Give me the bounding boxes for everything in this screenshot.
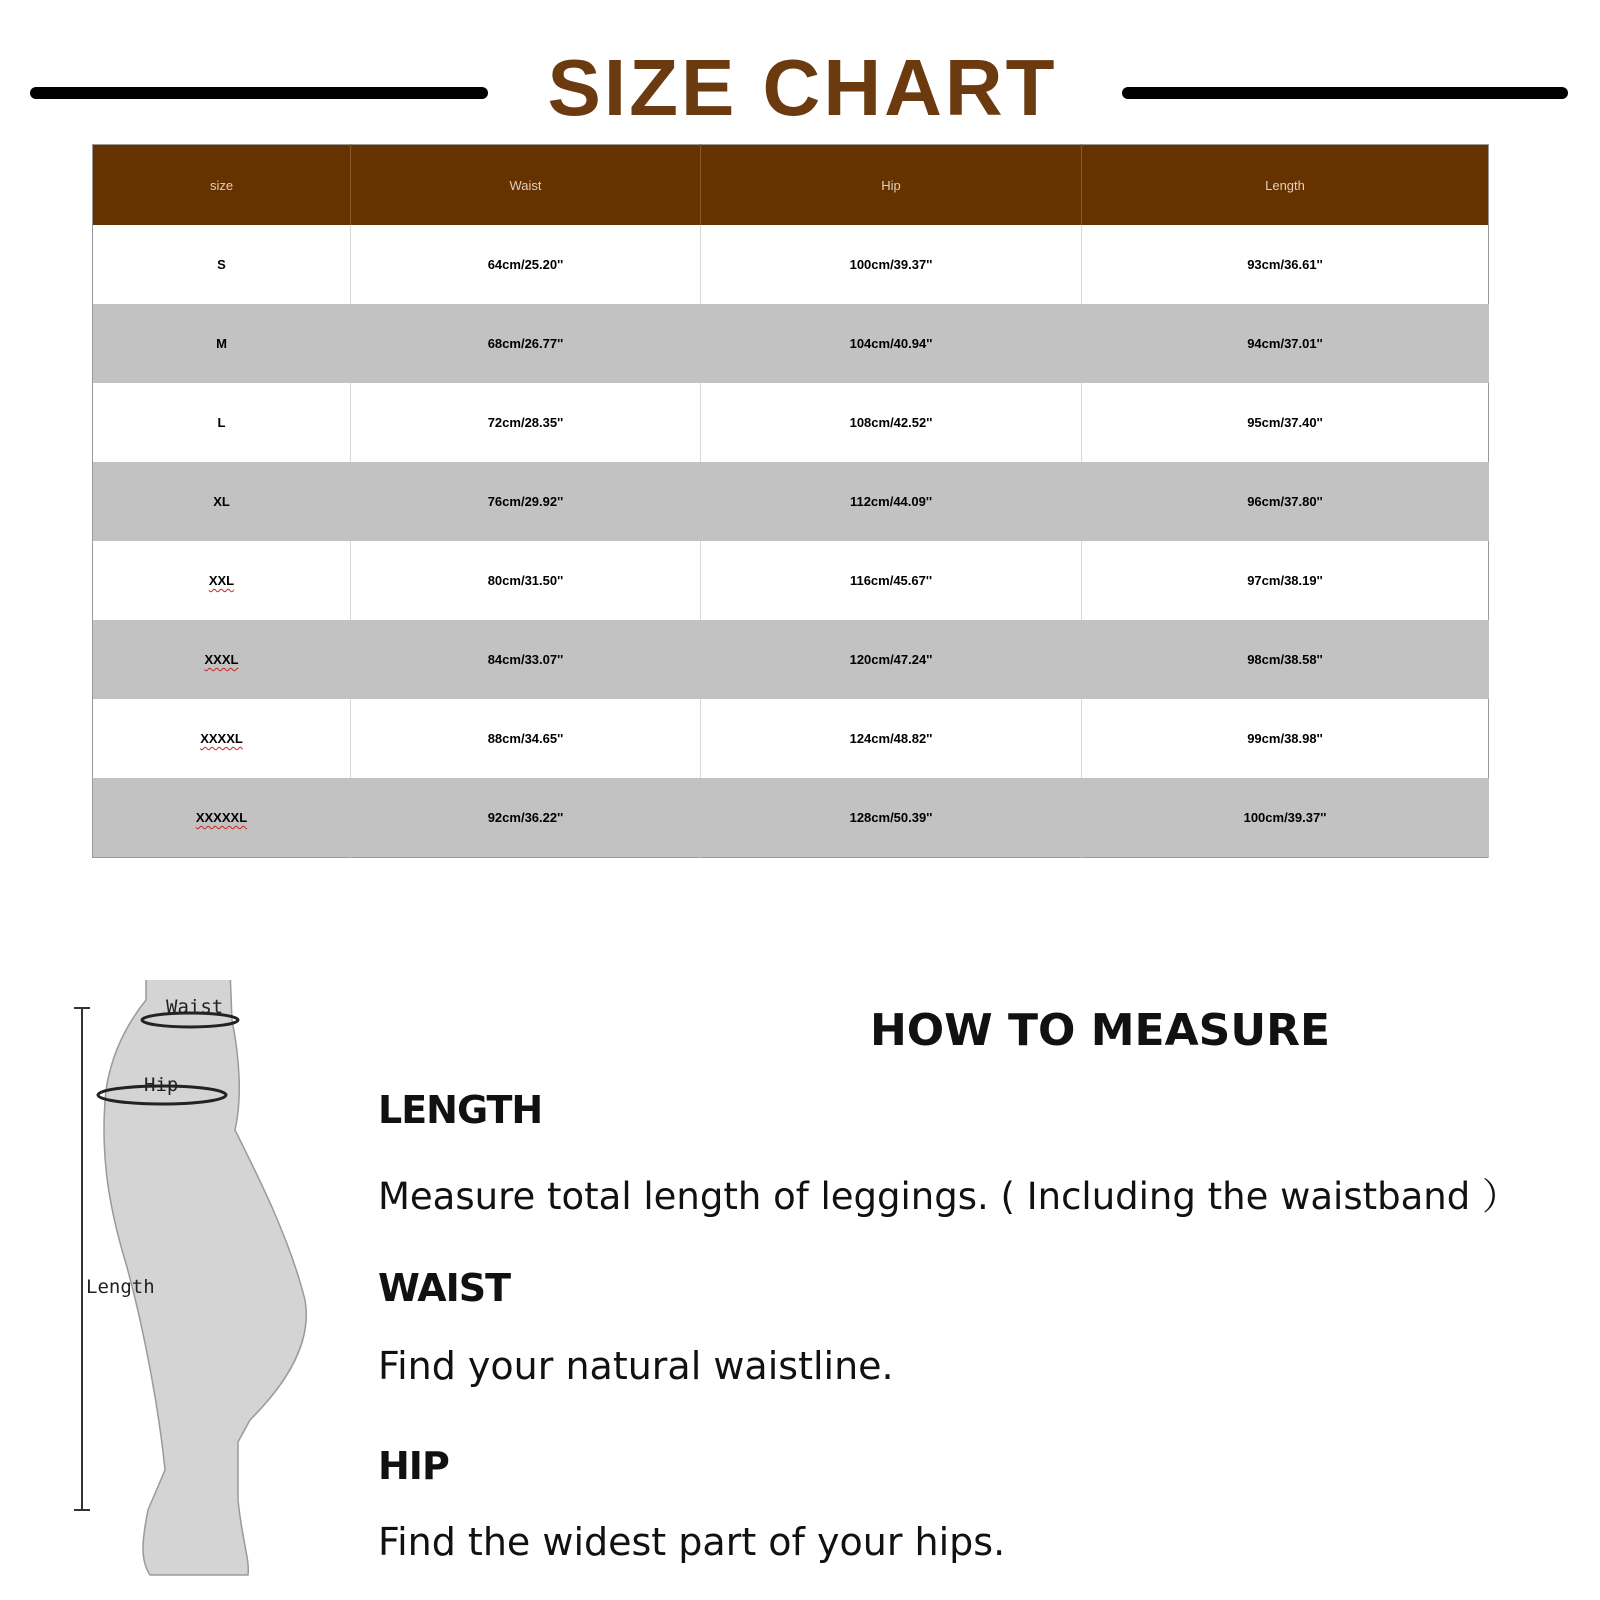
size-label: XXL bbox=[208, 573, 235, 588]
length-cell: 93cm/36.61'' bbox=[1082, 225, 1489, 304]
hip-description: Find the widest part of your hips. bbox=[378, 1520, 1006, 1564]
length-cell: 97cm/38.19'' bbox=[1082, 541, 1489, 620]
length-cell: 95cm/37.40'' bbox=[1082, 383, 1489, 462]
length-cell: 99cm/38.98'' bbox=[1082, 699, 1489, 778]
waist-cell: 84cm/33.07'' bbox=[351, 620, 701, 699]
hip-cell: 104cm/40.94'' bbox=[701, 304, 1082, 383]
length-description: Measure total length of leggings. ( Including the waistband ） bbox=[378, 1175, 1519, 1218]
table-header-row bbox=[93, 145, 1489, 226]
hip-cell: 100cm/39.37'' bbox=[701, 225, 1082, 304]
how-to-measure-title: HOW TO MEASURE bbox=[869, 1005, 1331, 1056]
waist-cell: 92cm/36.22'' bbox=[351, 778, 701, 858]
hip-cell: 128cm/50.39'' bbox=[701, 778, 1082, 858]
size-label: XXXL bbox=[204, 652, 239, 667]
size-cell: XL bbox=[93, 462, 351, 541]
waist-cell: 68cm/26.77'' bbox=[351, 304, 701, 383]
hip-cell: 108cm/42.52'' bbox=[701, 383, 1082, 462]
hip-heading: HIP bbox=[378, 1444, 449, 1488]
length-label: Length bbox=[86, 1276, 155, 1298]
length-cell: 96cm/37.80'' bbox=[1082, 462, 1489, 541]
hip-label: Hip bbox=[144, 1074, 179, 1096]
waist-cell: 80cm/31.50'' bbox=[351, 541, 701, 620]
hip-cell: 112cm/44.09'' bbox=[701, 462, 1082, 541]
hip-cell: 116cm/45.67'' bbox=[701, 541, 1082, 620]
size-cell: L bbox=[93, 383, 351, 462]
column-header-hip: Hip bbox=[701, 145, 1082, 226]
table-row bbox=[93, 620, 1489, 699]
size-cell bbox=[93, 778, 351, 858]
waist-description: Find your natural waistline. bbox=[378, 1344, 894, 1388]
size-cell bbox=[93, 620, 351, 699]
length-cell: 98cm/38.58'' bbox=[1082, 620, 1489, 699]
waist-heading: WAIST bbox=[378, 1266, 511, 1310]
size-cell: S bbox=[93, 225, 351, 304]
waist-cell: 88cm/34.65'' bbox=[351, 699, 701, 778]
waist-cell: 72cm/28.35'' bbox=[351, 383, 701, 462]
table-row bbox=[93, 699, 1489, 778]
waist-label: Waist bbox=[166, 996, 224, 1018]
table-row bbox=[93, 304, 1489, 383]
size-cell bbox=[93, 541, 351, 620]
size-table bbox=[92, 144, 1489, 858]
waist-cell: 76cm/29.92'' bbox=[351, 462, 701, 541]
column-header-size: size bbox=[93, 145, 351, 226]
title-rule-right bbox=[1122, 87, 1568, 99]
title-rule-left bbox=[30, 87, 488, 99]
table-row bbox=[93, 462, 1489, 541]
length-heading: LENGTH bbox=[378, 1088, 543, 1132]
leggings-figure-illustration bbox=[60, 980, 330, 1600]
length-cell: 94cm/37.01'' bbox=[1082, 304, 1489, 383]
size-cell: M bbox=[93, 304, 351, 383]
length-cell: 100cm/39.37'' bbox=[1082, 778, 1489, 858]
hip-cell: 124cm/48.82'' bbox=[701, 699, 1082, 778]
table-row bbox=[93, 383, 1489, 462]
table-row bbox=[93, 225, 1489, 304]
table-row bbox=[93, 541, 1489, 620]
size-label: XXXXL bbox=[200, 731, 243, 746]
page-title: SIZE CHART bbox=[547, 43, 1058, 132]
size-label: XXXXXL bbox=[195, 810, 248, 825]
table-row bbox=[93, 778, 1489, 858]
column-header-waist: Waist bbox=[351, 145, 701, 226]
waist-cell: 64cm/25.20'' bbox=[351, 225, 701, 304]
size-cell bbox=[93, 699, 351, 778]
column-header-length: Length bbox=[1082, 145, 1489, 226]
hip-cell: 120cm/47.24'' bbox=[701, 620, 1082, 699]
